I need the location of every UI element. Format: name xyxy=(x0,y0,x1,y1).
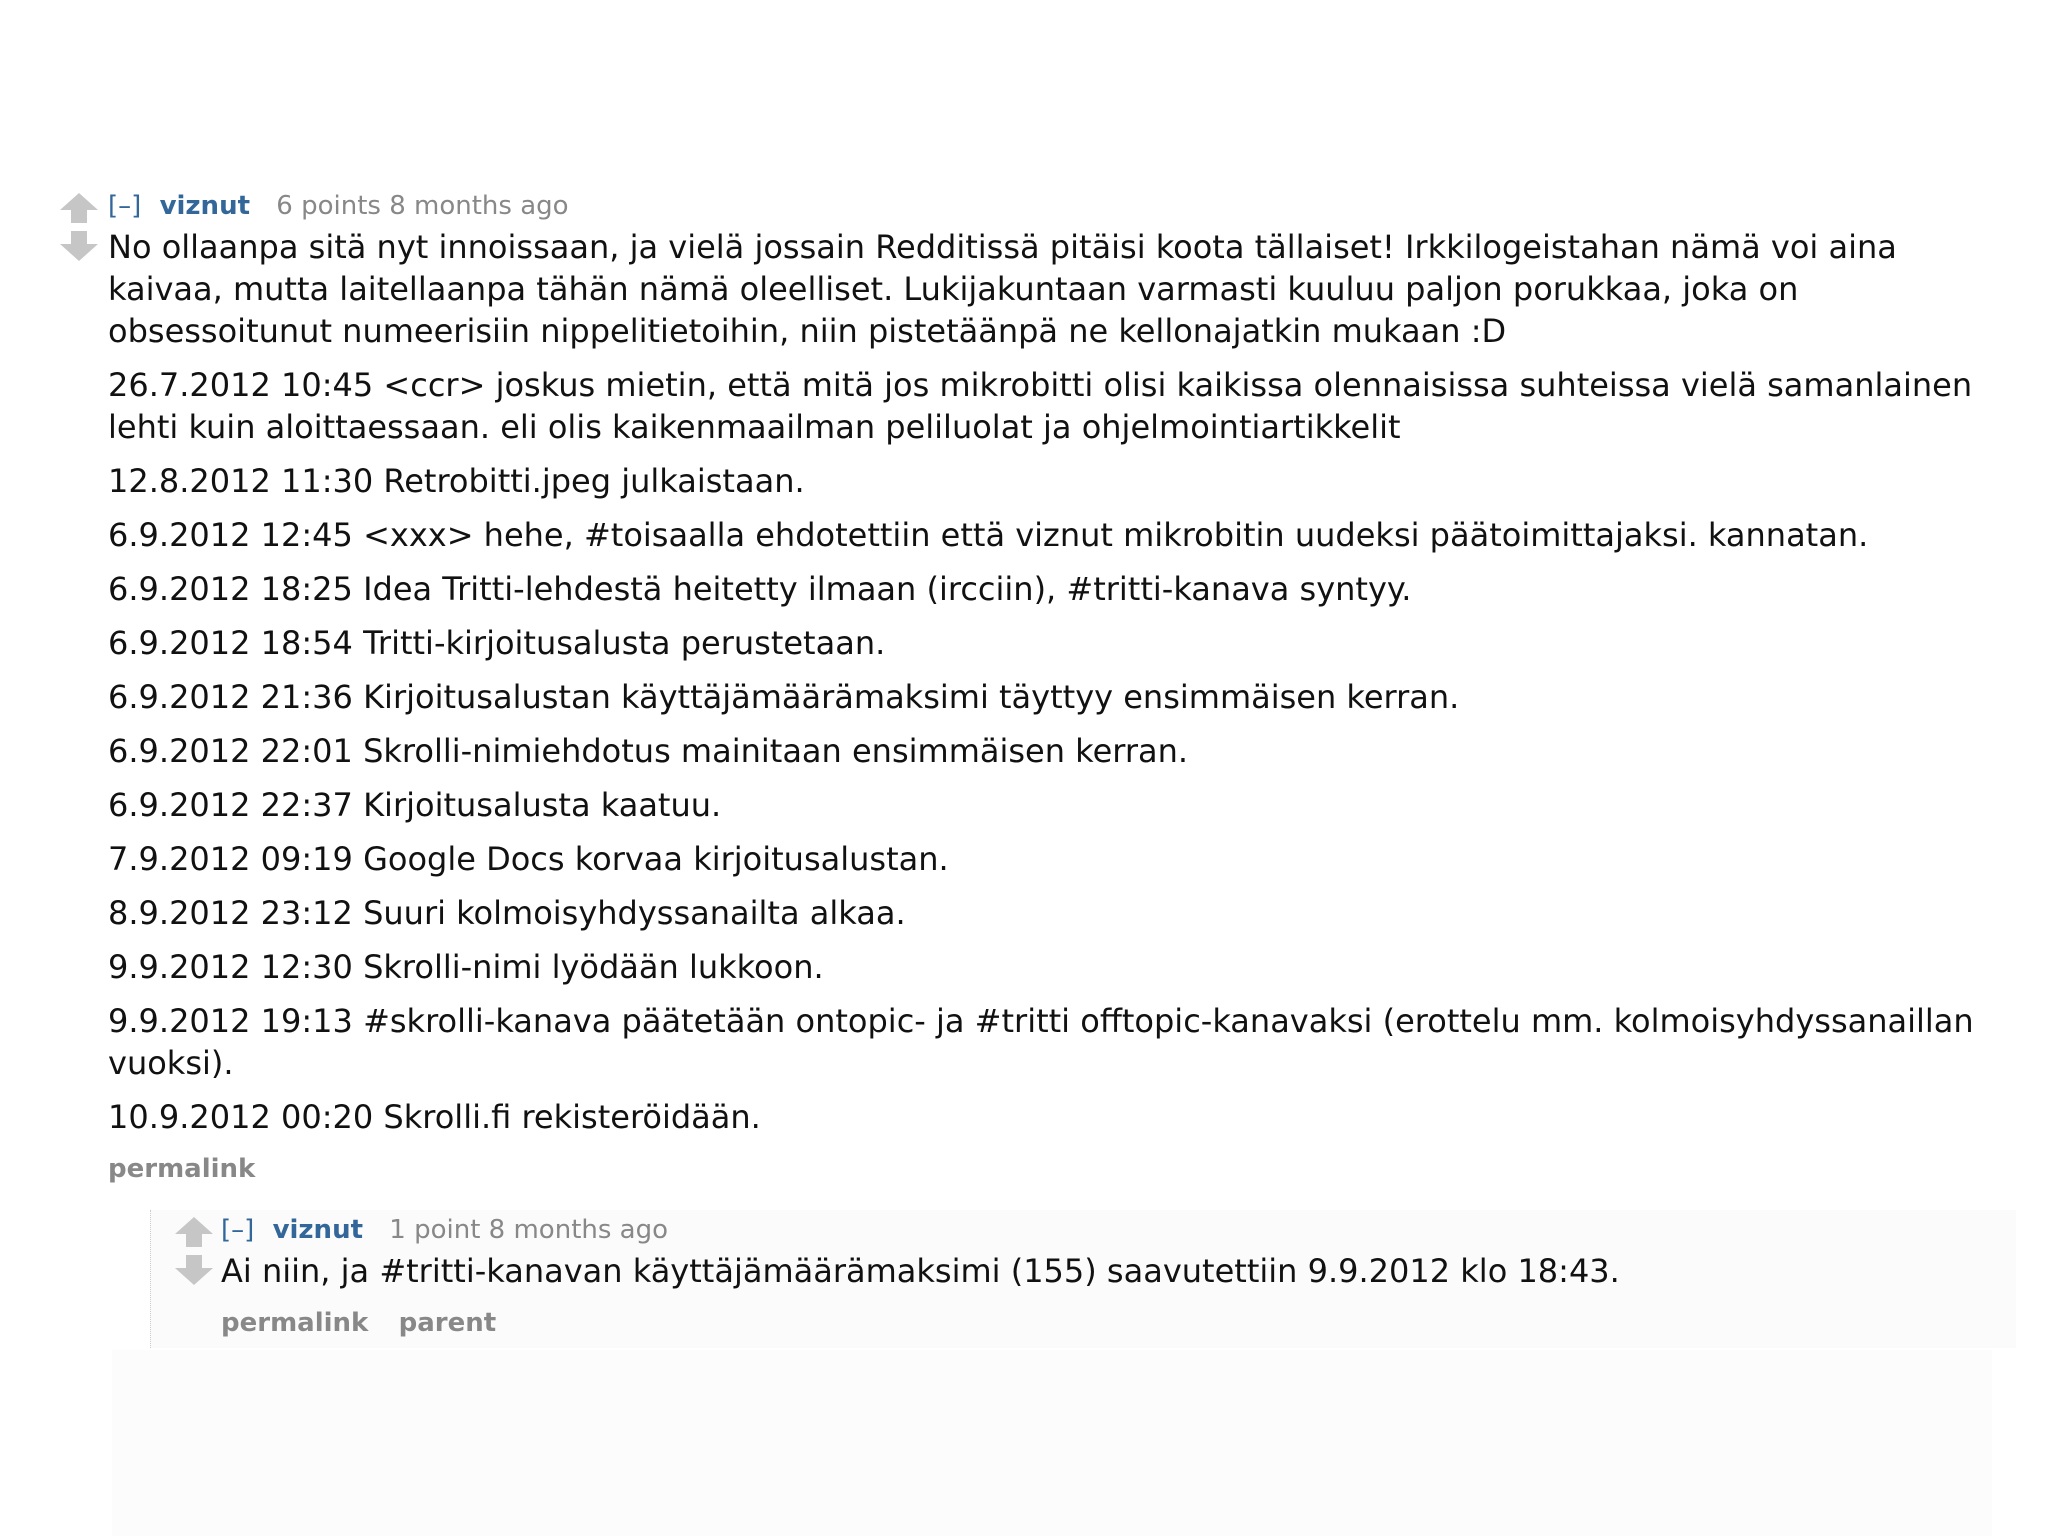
comment-paragraph: 9.9.2012 12:30 Skrolli-nimi lyödään lukkoon. xyxy=(108,948,824,986)
comment-score: 1 point xyxy=(389,1215,481,1245)
comment-body xyxy=(108,226,2016,1138)
comment-paragraph: 6.9.2012 22:01 Skrolli-nimiehdotus mainitaan ensimmäisen kerran. xyxy=(108,732,1189,770)
comment-paragraph: 9.9.2012 19:13 #skrolli-kanava päätetään ontopic- ja #tritti offtopic-kanavaksi (erottelu mm. kolmoisyhdyssanaillan vuoksi). xyxy=(108,1002,1974,1082)
comment-buttons xyxy=(108,1150,2016,1188)
comment-paragraph: 26.7.2012 10:45 <ccr> joskus mietin, että mitä jos mikrobitti olisi kaikissa olennaisissa suhteissa vielä samanlainen lehti kuin aloittaessaan. eli olis kaikenmaailman peliluolat ja ohjelmointiartikkelit xyxy=(108,366,1973,446)
comment-score: 6 points xyxy=(276,191,381,221)
comment-paragraph: 6.9.2012 21:36 Kirjoitusalustan käyttäjämäärämaksimi täyttyy ensimmäisen kerran. xyxy=(108,678,1460,716)
permalink-link[interactable]: permalink xyxy=(221,1308,369,1338)
vote-column xyxy=(171,1216,217,1286)
permalink-link[interactable]: permalink xyxy=(108,1154,256,1184)
comment-paragraph: 6.9.2012 12:45 <xxx> hehe, #toisaalla ehdotettiin että viznut mikrobitin uudeksi päätoimittajaksi. kannatan. xyxy=(108,516,1869,554)
comment-paragraph: No ollaanpa sitä nyt innoissaan, ja vielä jossain Redditissä pitäisi koota tällaiset! Irkkilogeistahan nämä voi aina kaivaa, mutta laitellaanpa tähän nämä oleelliset. Lukijakuntaan varmasti kuuluu paljon porukkaa, joka on obsessoitunut numeerisiin nippelitietoihin, niin pistetäänpä ne kellonajatkin mukaan :D xyxy=(108,228,1897,350)
comment-body xyxy=(221,1250,2016,1292)
comment xyxy=(56,186,2016,1348)
comment-thread xyxy=(56,186,2016,1348)
comment-paragraph: 6.9.2012 18:54 Tritti-kirjoitusalusta perustetaan. xyxy=(108,624,886,662)
upvote-arrow-icon[interactable] xyxy=(174,1216,214,1248)
comment-paragraph: 6.9.2012 22:37 Kirjoitusalusta kaatuu. xyxy=(108,786,722,824)
reply-comment xyxy=(150,1210,2016,1348)
comment-paragraph: Ai niin, ja #tritti-kanavan käyttäjämäärämaksimi (155) saavutettiin 9.9.2012 klo 18:43. xyxy=(221,1252,1620,1290)
comment-time: 8 months ago xyxy=(488,1215,669,1245)
comment-paragraph: 10.9.2012 00:20 Skrolli.fi rekisteröidään. xyxy=(108,1098,761,1136)
upvote-arrow-icon[interactable] xyxy=(59,192,99,224)
downvote-arrow-icon[interactable] xyxy=(59,230,99,262)
parent-link[interactable]: parent xyxy=(398,1308,497,1338)
background-panel xyxy=(112,1350,1992,1536)
downvote-arrow-icon[interactable] xyxy=(174,1254,214,1286)
comment-paragraph: 12.8.2012 11:30 Retrobitti.jpeg julkaistaan. xyxy=(108,462,805,500)
author-link[interactable]: viznut xyxy=(159,191,251,221)
comment-tagline xyxy=(221,1210,2016,1250)
comment-time: 8 months ago xyxy=(389,191,569,221)
vote-column xyxy=(56,192,102,262)
comment-paragraph: 6.9.2012 18:25 Idea Tritti-lehdestä heitetty ilmaan (ircciin), #tritti-kanava syntyy. xyxy=(108,570,1412,608)
collapse-toggle[interactable]: [–] xyxy=(108,191,142,221)
comment-tagline xyxy=(108,186,2016,226)
author-link[interactable]: viznut xyxy=(272,1215,364,1245)
comment-paragraph: 8.9.2012 23:12 Suuri kolmoisyhdyssanailta alkaa. xyxy=(108,894,906,932)
comment-paragraph: 7.9.2012 09:19 Google Docs korvaa kirjoitusalustan. xyxy=(108,840,949,878)
comment-buttons xyxy=(221,1304,2016,1342)
collapse-toggle[interactable]: [–] xyxy=(221,1215,255,1245)
